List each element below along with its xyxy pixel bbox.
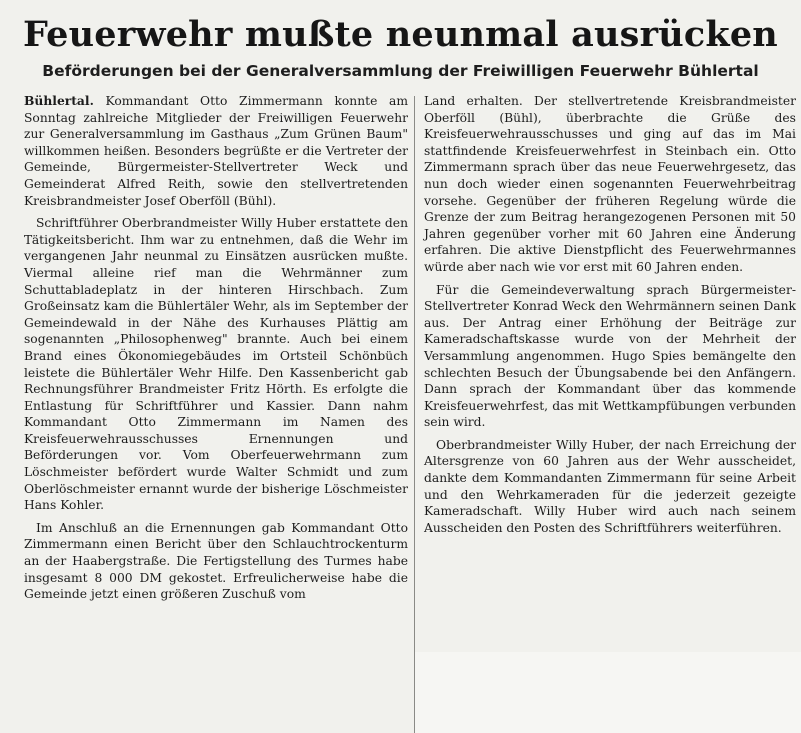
paragraph: Im Anschluß an die Ernennungen gab Kommandant Otto Zimmermann einen Bericht über den Schlauchtrockenturm an der Haabergstraße. Die Fertigstellung des Turmes habe insgesamt 8 000 DM gekostet. Erfreulicherweise habe die Gemeinde jetzt einen größeren Zuschuß vom bbox=[24, 520, 408, 602]
blank-area bbox=[415, 652, 801, 733]
paragraph: Schriftführer Oberbrandmeister Willy Huber erstattete den Tätigkeitsbericht. Ihm war zu entnehmen, daß die Wehr im vergangenen Jahr neunmal zu Einsätzen ausrücken mußte. Viermal alleine rief man die Wehrmänner zum Schuttabladeplatz in der hinteren Hirschbach. Zum Großeinsatz kam die Bühlertäler Wehr, als im September der Gemeindewald in der Nähe des Kurhauses Plättig am sogenannten „Philosophenweg" brannte. Auch bei einem Brand eines Ökonomiegebäudes im Ortsteil Schönbüch leistete die Bühlertäler Wehr Hilfe. Den Kassenbericht gab Rechnungsführer Brandmeister Fritz Hörth. Es erfolgte die Entlastung für Schriftführer und Kassier. Dann nahm Kommandant Otto Zimmermann im Namen des Kreisfeuerwehrausschusses Ernennungen und Beförderungen vor. Vom Oberfeuerwehrmann zum Löschmeister befördert wurde Walter Schmidt und zum Oberlöschmeister ernannt wurde der bisherige Löschmeister Hans Kohler. bbox=[24, 216, 408, 513]
paragraph bbox=[24, 93, 408, 209]
left-column bbox=[24, 93, 408, 609]
article-headline: Feuerwehr mußte neunmal ausrücken bbox=[23, 14, 778, 55]
paragraph: Oberbrandmeister Willy Huber, der nach Erreichung der Altersgrenze von 60 Jahren aus der Wehr ausscheidet, dankte dem Kommandanten Zimmermann für seine Arbeit und den Wehrkameraden für die jederzeit gezeigte Kameradschaft. Willy Huber wird auch nach seinem Ausscheiden den Posten des Schriftführers weiterführen. bbox=[424, 437, 796, 535]
paragraph: Für die Gemeindeverwaltung sprach Bürgermeister-Stellvertreter Konrad Weck den Wehrmännern seinen Dank aus. Der Antrag einer Erhöhung der Beiträge zur Kameradschaftskasse wurde von der Mehrheit der Versammlung angenommen. Hugo Spies bemängelte den schlechten Besuch der Übungsabende bei den Anfängern. Dann sprach der Kommandant über das kommende Kreisfeuerwehrfest, das mit Wettkampfübungen verbunden sein wird. bbox=[424, 282, 796, 430]
paragraph: Land erhalten. Der stellvertretende Kreisbrandmeister Oberföll (Bühl), überbrachte die Grüße des Kreisfeuerwehrausschusses und ging auf das im Mai stattfindende Kreisfeuerwehrfest in Steinbach ein. Otto Zimmermann sprach über das neue Feuerwehrgesetz, das nun doch wieder einen sogenannten Feuerwehrbeitrag vorsehe. Gegenüber der früheren Regelung würde die Grenze der zum Beitrag herangezogenen Personen mit 50 Jahren gegenüber vorher mit 60 Jahren eine Änderung erfahren. Die aktive Dienstpflicht des Feuerwehrmannes würde aber nach wie vor erst mit 60 Jahren enden. bbox=[424, 94, 796, 274]
article-subheadline: Beförderungen bei der Generalversammlung der Freiwilligen Feuerwehr Bühlertal bbox=[42, 62, 759, 80]
column-divider bbox=[414, 96, 415, 733]
right-column bbox=[424, 93, 796, 542]
paragraph-text: Kommandant Otto Zimmermann konnte am Sonntag zahlreiche Mitglieder der Freiwilligen Feuerwehr zur Generalversammlung im Gasthaus „Zum Grünen Baum" willkommen heißen. Besonders begrüßte er die Vertreter der Gemeinde, Bürgermeister-Stellvertreter Weck und Gemeinderat Alfred Reith, sowie den stellvertretenden Kreisbrandmeister Josef Oberföll (Bühl). bbox=[24, 94, 408, 208]
dateline: Bühlertal. bbox=[24, 93, 94, 108]
